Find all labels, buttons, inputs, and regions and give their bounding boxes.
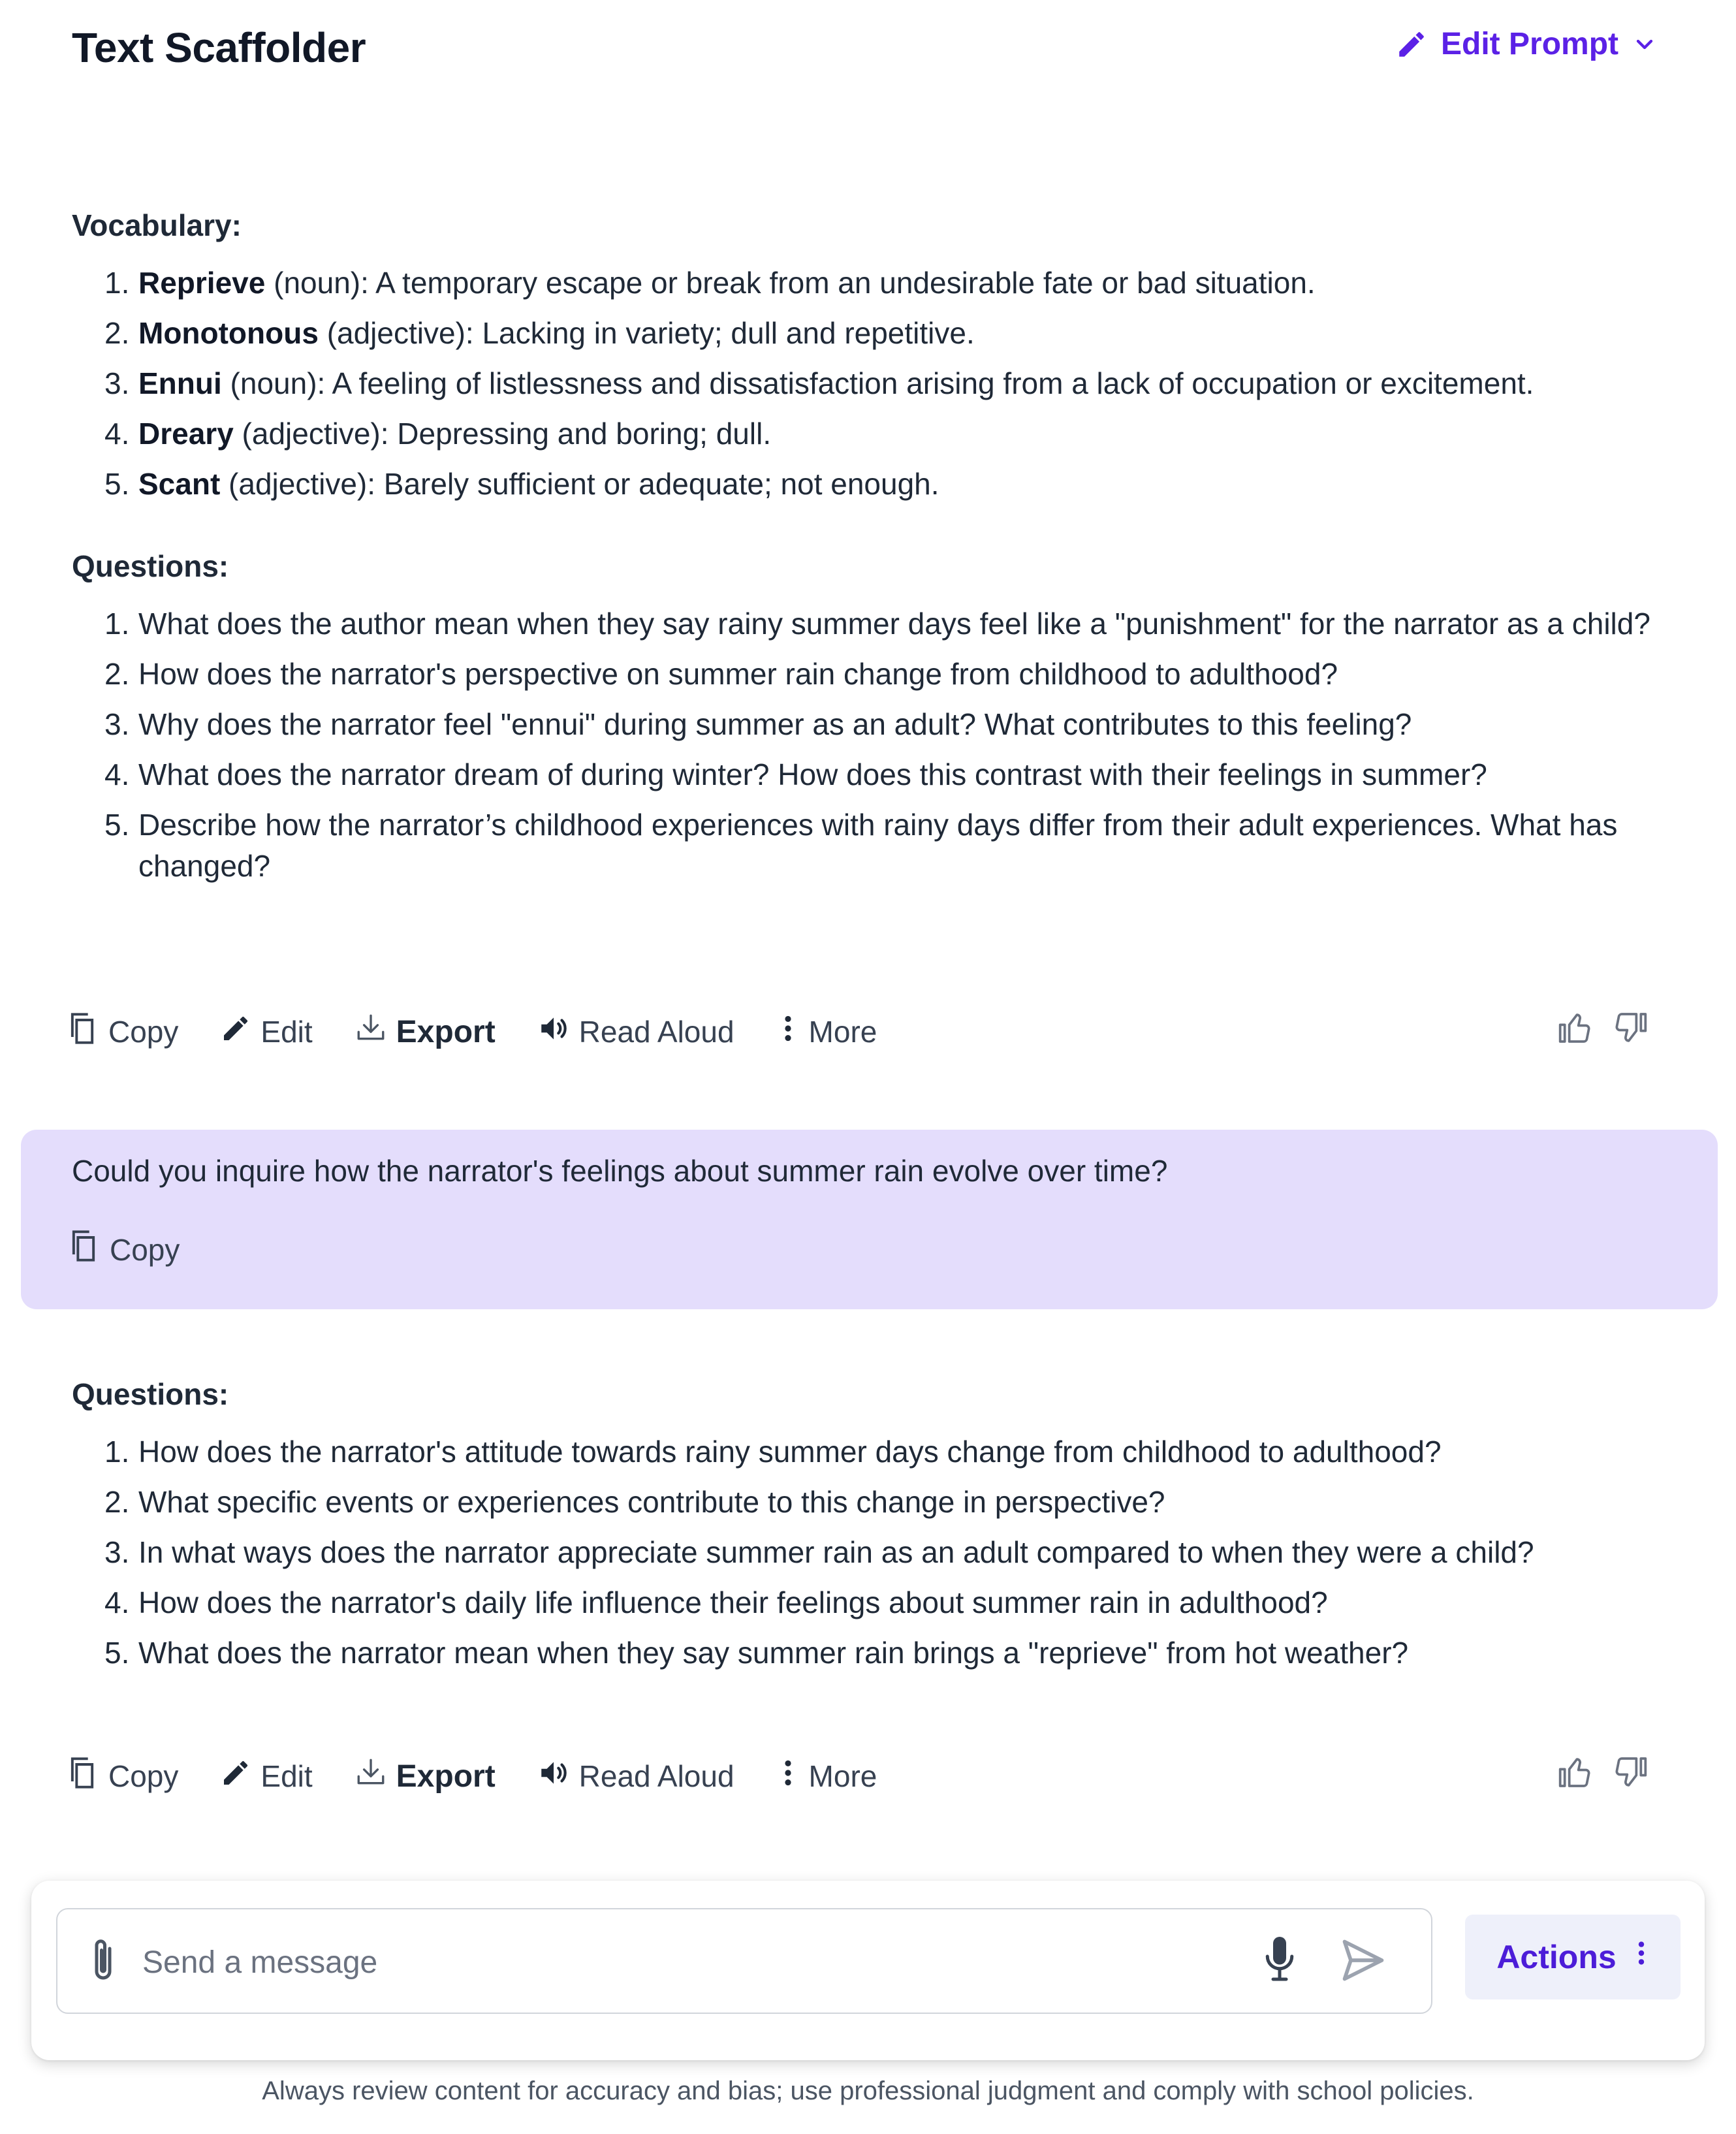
response-toolbar [65,1006,1658,1058]
thumbs-down-icon[interactable] [1612,1754,1649,1794]
paperclip-icon[interactable] [84,1935,123,1991]
response-vocabulary [72,208,1658,514]
list-item [72,413,1658,454]
export-button[interactable] [355,1756,496,1796]
vocab-definition: (noun): A temporary escape or break from an undesirable fate or bad situation. [265,266,1316,300]
copy-icon [67,1228,101,1271]
speaker-icon [537,1757,570,1796]
header [72,20,1671,78]
vocab-term: Reprieve [138,266,266,300]
thumbs-up-icon[interactable] [1557,1754,1594,1794]
edit-prompt-label: Edit Prompt [1441,27,1618,61]
feedback-group [1557,1010,1649,1049]
actions-button[interactable] [1465,1915,1681,1999]
list-item: Describe how the narrator’s childhood experiences with rainy days differ from their adult experiences. What has changed? [138,808,1618,883]
vocab-term: Monotonous [138,316,319,350]
chevron-down-icon [1632,31,1658,57]
copy-button[interactable] [65,1755,178,1798]
page-title: Text Scaffolder [72,24,366,71]
list-item: How does the narrator's perspective on summer rain change from childhood to adulthood? [138,657,1338,691]
thumbs-down-icon[interactable] [1612,1010,1649,1049]
edit-label: Edit [260,1015,313,1049]
pencil-icon [220,1757,251,1796]
more-vertical-icon [1633,1938,1649,1976]
copy-button[interactable] [65,1010,178,1054]
pencil-icon [1395,28,1428,61]
list-item: Why does the narrator feel "ennui" during summer as an adult? What contributes to this feeling? [138,707,1412,741]
copy-label: Copy [110,1232,180,1267]
more-label: More [808,1015,877,1049]
user-message-text: Could you inquire how the narrator's feelings about summer rain evolve over time? [72,1154,1168,1188]
speaker-icon [537,1012,570,1052]
pencil-icon [220,1013,251,1051]
more-vertical-icon [776,1012,800,1052]
read-aloud-button[interactable] [537,1757,734,1796]
list-item [72,363,1658,404]
response-toolbar [65,1750,1658,1802]
download-icon [355,1756,387,1796]
copy-label: Copy [108,1759,179,1793]
read-aloud-button[interactable] [537,1012,734,1052]
questions-heading: Questions: [72,549,229,583]
export-button[interactable] [355,1011,496,1052]
list-item: What does the narrator mean when they say summer rain brings a "reprieve" from hot weather? [138,1636,1409,1670]
more-button[interactable] [776,1012,877,1052]
more-button[interactable] [776,1757,877,1796]
edit-label: Edit [260,1759,313,1793]
disclaimer-text: Always review content for accuracy and bias; use professional judgment and comply with school policies. [262,2077,1474,2105]
questions-list [72,1431,1658,1674]
response-questions [72,549,1658,896]
user-message-bubble [21,1130,1718,1309]
message-input[interactable] [141,1935,1254,1989]
copy-icon [65,1755,99,1798]
list-item: How does the narrator's attitude towards rainy summer days change from childhood to adulthood? [138,1435,1442,1469]
feedback-group [1557,1754,1649,1794]
vocabulary-list [72,263,1658,505]
edit-prompt-button[interactable] [1395,26,1658,62]
list-item: What does the author mean when they say rainy summer days feel like a "punishment" for the narrator as a child? [138,607,1650,641]
copy-icon [65,1010,99,1054]
export-label: Export [396,1759,496,1794]
send-icon[interactable] [1337,1935,1389,1988]
vocab-definition: (adjective): Lacking in variety; dull and repetitive. [318,316,975,350]
vocab-definition: (noun): A feeling of listlessness and dissatisfaction arising from a lack of occupation or excitement. [221,366,1534,400]
vocab-term: Ennui [138,366,222,400]
read-aloud-label: Read Aloud [578,1015,734,1049]
actions-label: Actions [1496,1939,1617,1975]
questions-list [72,603,1658,887]
edit-button[interactable] [220,1013,312,1051]
list-item [72,464,1658,505]
questions-heading: Questions: [72,1377,229,1411]
edit-button[interactable] [220,1757,312,1796]
thumbs-up-icon[interactable] [1557,1010,1594,1049]
more-label: More [808,1759,877,1793]
list-item: In what ways does the narrator appreciate summer rain as an adult compared to when they were a child? [138,1535,1534,1569]
list-item [72,313,1658,354]
list-item: What specific events or experiences contribute to this change in perspective? [138,1485,1165,1519]
message-composer [31,1881,1705,2060]
vocabulary-heading: Vocabulary: [72,208,242,242]
export-label: Export [396,1014,496,1049]
message-input-wrapper [56,1908,1432,2014]
copy-button[interactable] [67,1228,180,1271]
list-item [72,263,1658,304]
vocab-definition: (adjective): Depressing and boring; dull. [233,417,772,451]
response-questions-2 [72,1377,1658,1683]
vocab-definition: (adjective): Barely sufficient or adequate; not enough. [220,467,939,501]
vocab-term: Scant [138,467,221,501]
list-item: How does the narrator's daily life influence their feelings about summer rain in adulthood? [138,1585,1328,1619]
read-aloud-label: Read Aloud [578,1759,734,1793]
vocab-term: Dreary [138,417,234,451]
list-item: What does the narrator dream of during winter? How does this contrast with their feelings in summer? [138,757,1487,791]
download-icon [355,1011,387,1052]
more-vertical-icon [776,1757,800,1796]
copy-label: Copy [108,1015,179,1049]
microphone-icon[interactable] [1260,1932,1299,1991]
